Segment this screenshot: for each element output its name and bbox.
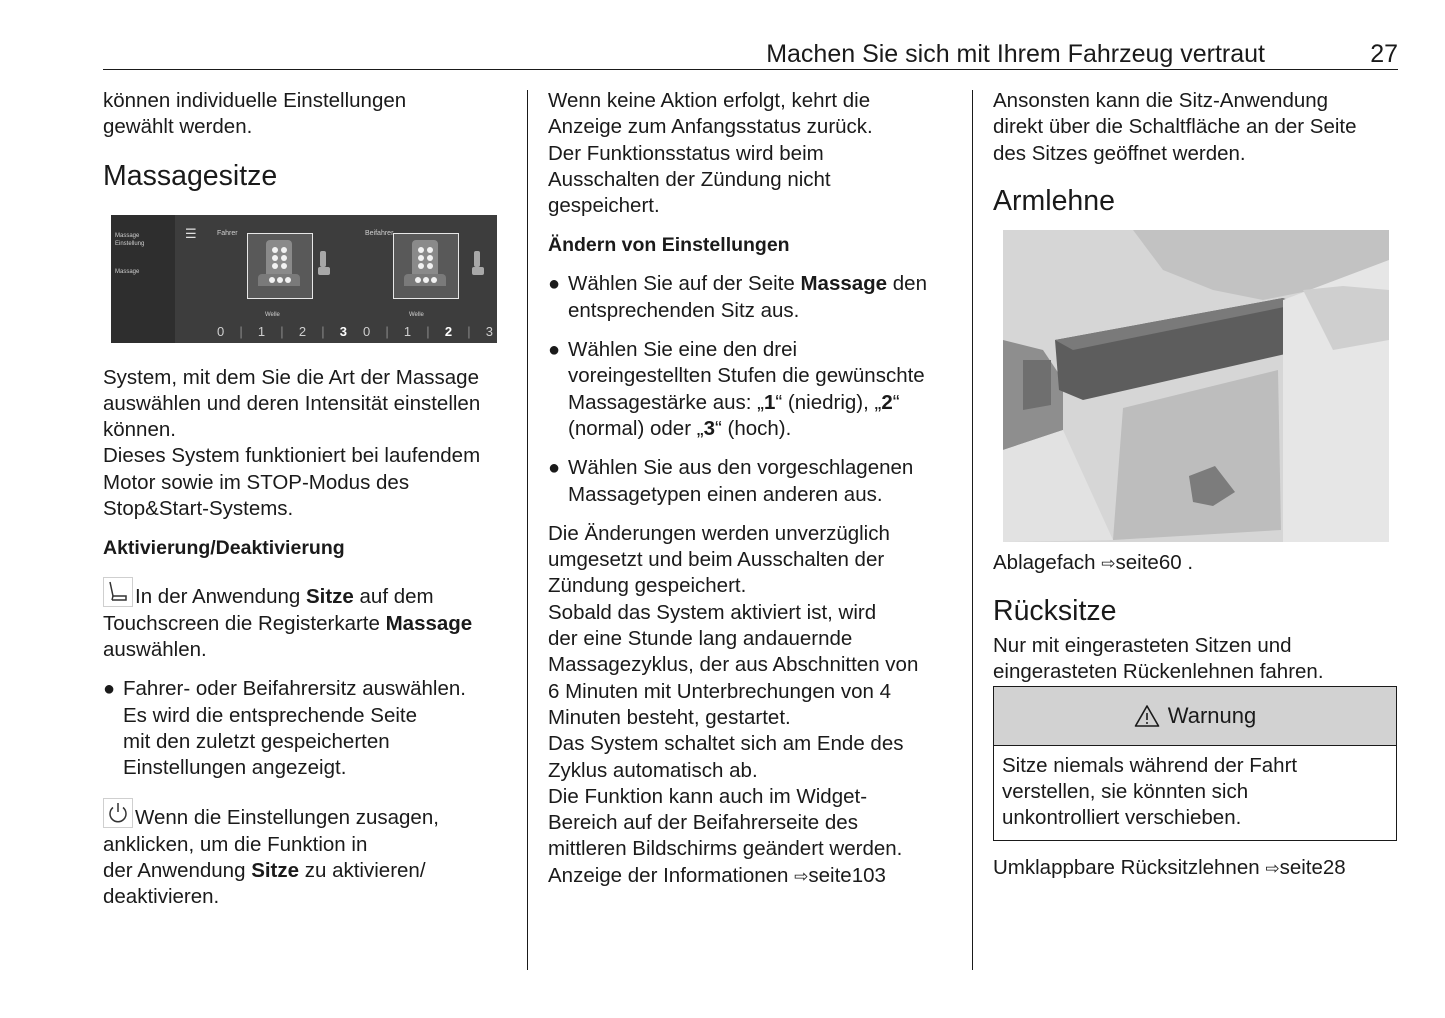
bullet-select-seat xyxy=(103,676,513,781)
cycle-paragraph xyxy=(548,521,958,863)
power-icon xyxy=(103,798,133,828)
paragraph-line: des Sitzes geöffnet werden. xyxy=(993,141,1246,165)
system-description xyxy=(103,365,513,523)
paragraph-line: direkt über die Schaltfläche an der Seite xyxy=(993,115,1357,139)
driver-level-1[interactable]: 1 xyxy=(257,323,266,339)
paragraph-line: mittleren Bildschirms geändert werden. xyxy=(548,837,903,861)
paragraph-line: Nur mit eingerasteten Sitzen und xyxy=(993,634,1292,658)
bullet-line: Einstellungen angezeigt. xyxy=(123,756,347,780)
system-line: Dieses System funktioniert bei laufendem xyxy=(103,444,481,468)
warning-box xyxy=(993,686,1397,841)
driver-level-0[interactable]: 0 xyxy=(217,323,225,339)
paragraph-line: Der Funktionsstatus wird beim xyxy=(548,141,824,165)
header-title: Machen Sie sich mit Ihrem Fahrzeug vertraut xyxy=(766,40,1265,68)
app-text-massage: Massage xyxy=(385,611,473,635)
fold-page-link[interactable]: seite28 xyxy=(1279,855,1346,879)
level-separator: | xyxy=(467,323,471,339)
page-ref-arrow-icon: ⇨ xyxy=(1265,858,1280,878)
screen-side-label-1: Massage xyxy=(115,232,140,239)
storage-reference: Ablagefach ⇨seite60 . xyxy=(993,550,1194,574)
bullet-select-seat-text xyxy=(123,676,513,781)
passenger-level-1[interactable]: 1 xyxy=(403,323,412,339)
system-line: können. xyxy=(103,418,176,442)
passenger-level-3[interactable]: 3 xyxy=(485,323,493,339)
storage-page-link[interactable]: seite60 xyxy=(1115,550,1182,574)
passenger-level-0[interactable]: 0 xyxy=(363,323,371,339)
page-header xyxy=(103,36,1398,70)
warning-line: verstellen, sie könnten sich xyxy=(1002,780,1249,804)
bullet-choose-level: ● Wählen Sie eine den drei voreingestellten Stufen die gewünschte Massagestärke aus: „1“ (niedrig), „2“ (normal) oder „3“ (hoch). xyxy=(548,337,958,442)
level-separator: | xyxy=(280,323,284,339)
intro-line-1: können individuelle Einstellungen xyxy=(103,89,407,112)
system-line: auswählen und deren Intensität einstellen xyxy=(103,391,481,415)
column-3 xyxy=(993,88,1398,882)
page-ref-arrow-icon: ⇨ xyxy=(794,866,809,886)
paragraph-line: Wenn keine Aktion erfolgt, kehrt die xyxy=(548,89,871,112)
screen-side-label-3: Massage xyxy=(115,268,140,275)
paragraph-line: Ausschalten der Zündung nicht xyxy=(548,167,831,191)
heading-change-settings: Ändern von Einstellungen xyxy=(548,234,790,257)
paragraph-line: Massagezyklus, der aus Abschnitten von xyxy=(548,653,919,677)
paragraph-line: Bereich auf der Beifahrerseite des xyxy=(548,811,858,835)
armrest-illustration xyxy=(1003,230,1389,542)
screen-title-left: Fahrer xyxy=(217,229,238,237)
heading-activation: Aktivierung/Deaktivierung xyxy=(103,537,345,560)
power-instruction-line-3: der Anwendung Sitze zu aktivieren/ xyxy=(103,859,426,883)
warning-line: unkontrolliert verschieben. xyxy=(1002,806,1242,830)
level-separator: | xyxy=(426,323,430,339)
heading-armlehne: Armlehne xyxy=(993,184,1115,217)
driver-level-3[interactable]: 3 xyxy=(339,323,347,339)
massage-screen-image xyxy=(111,215,497,343)
heading-ruecksitze: Rücksitze xyxy=(993,595,1117,628)
bullet-dot: ● xyxy=(548,273,561,296)
app-text-sitze: Sitze xyxy=(305,585,354,609)
paragraph-line: Die Änderungen werden unverzüglich xyxy=(548,521,890,545)
heading-massagesitze: Massagesitze xyxy=(103,159,278,192)
rear-seats-paragraph xyxy=(993,633,1398,686)
warning-body xyxy=(994,746,1396,840)
column-1 xyxy=(103,88,513,911)
power-instruction-line-1: Wenn die Einstellungen zusagen, xyxy=(103,798,513,831)
screen-side-label-2: Einstellung xyxy=(115,240,145,247)
paragraph-line: gespeichert. xyxy=(548,194,660,218)
paragraph-line: 6 Minuten mit Unterbrechungen von 4 xyxy=(548,679,892,703)
paragraph-line: der eine Stunde lang andauernde xyxy=(548,627,853,651)
screen-title-right: Beifahrer xyxy=(365,229,394,237)
info-reference: Anzeige der Informationen ⇨seite103 xyxy=(548,863,886,887)
page-ref-arrow-icon: ⇨ xyxy=(1101,553,1116,573)
bullet-line: mit den zuletzt gespeicherten xyxy=(123,729,390,753)
page-number: 27 xyxy=(1370,40,1398,68)
bullet-dot: ● xyxy=(103,678,116,701)
screen-caption-right: Welle xyxy=(409,311,424,318)
level-separator: | xyxy=(385,323,389,339)
paragraph-line: Minuten besteht, gestartet. xyxy=(548,705,791,729)
paragraph-line: Die Funktion kann auch im Widget- xyxy=(548,784,868,808)
seat-icon xyxy=(103,577,133,607)
paragraph-line: Sobald das System aktiviert ist, wird xyxy=(548,600,877,624)
paragraph-line: Ansonsten kann die Sitz-Anwendung xyxy=(993,89,1329,112)
bullet-line: Fahrer- oder Beifahrersitz auswählen. xyxy=(123,677,466,701)
level-separator: | xyxy=(321,323,325,339)
system-line: Stop&Start-Systems. xyxy=(103,497,294,521)
column-divider-2 xyxy=(972,90,973,970)
paragraph-line: umgesetzt und beim Ausschalten der xyxy=(548,548,885,572)
column-2 xyxy=(548,88,958,890)
warning-line: Sitze niemals während der Fahrt xyxy=(1002,753,1298,777)
passenger-level-selector xyxy=(363,319,493,343)
menu-icon: ☰ xyxy=(185,225,197,241)
power-instruction-line-4: deaktivieren. xyxy=(103,885,220,909)
app-text-c: auf dem xyxy=(353,585,434,609)
passenger-seat-massage-icon xyxy=(394,234,458,298)
paragraph-line: eingerasteten Rückenlehnen fahren. xyxy=(993,660,1324,684)
driver-level-2[interactable]: 2 xyxy=(298,323,307,339)
app-text-a: In der Anwendung xyxy=(135,585,306,609)
info-page-link[interactable]: seite103 xyxy=(808,863,886,887)
driver-level-selector xyxy=(217,319,347,343)
system-line: Motor sowie im STOP-Modus des xyxy=(103,470,410,494)
app-instruction-line-2: Touchscreen die Registerkarte Massage xyxy=(103,611,473,635)
seat-app-paragraph xyxy=(993,88,1398,167)
bullet-dot: ● xyxy=(548,339,561,362)
warning-header xyxy=(994,687,1396,746)
bullet-choose-seat: ● Wählen Sie auf der Seite Massage den entsprechenden Sitz aus. xyxy=(548,271,958,324)
driver-seat-side-icon xyxy=(317,249,331,279)
bullet-line: Es wird die entsprechende Seite xyxy=(123,703,418,727)
app-instruction-line-1 xyxy=(103,577,513,610)
system-line: System, mit dem Sie die Art der Massage xyxy=(103,365,479,389)
passenger-level-2[interactable]: 2 xyxy=(444,323,453,339)
passenger-seat-side-icon xyxy=(471,249,485,279)
intro-line-2: gewählt werden. xyxy=(103,115,253,139)
paragraph-line: Anzeige zum Anfangsstatus zurück. xyxy=(548,115,873,139)
screen-caption-left: Welle xyxy=(265,311,280,318)
paragraph-line: Zündung gespeichert. xyxy=(548,574,747,598)
bullet-choose-type: ● Wählen Sie aus den vorgeschlagenen Massagetypen einen anderen aus. xyxy=(548,455,958,508)
paragraph-line: Das System schaltet sich am Ende des xyxy=(548,732,904,756)
column-divider-1 xyxy=(527,90,528,970)
warning-title: Warnung xyxy=(1167,702,1257,728)
paragraph-line: Zyklus automatisch ab. xyxy=(548,758,758,782)
bullet-dot: ● xyxy=(548,457,561,480)
armrest-image xyxy=(1003,230,1389,542)
warning-triangle-icon xyxy=(1134,704,1160,728)
status-paragraph xyxy=(548,88,958,219)
app-instruction-line-3: auswählen. xyxy=(103,637,207,661)
driver-seat-massage-icon xyxy=(248,234,312,298)
driver-seat-tile xyxy=(247,233,313,299)
passenger-seat-tile xyxy=(393,233,459,299)
power-instruction-line-2: anklicken, um die Funktion in xyxy=(103,832,368,856)
level-separator: | xyxy=(239,323,243,339)
fold-reference: Umklappbare Rücksitzlehnen ⇨seite28 xyxy=(993,855,1346,879)
